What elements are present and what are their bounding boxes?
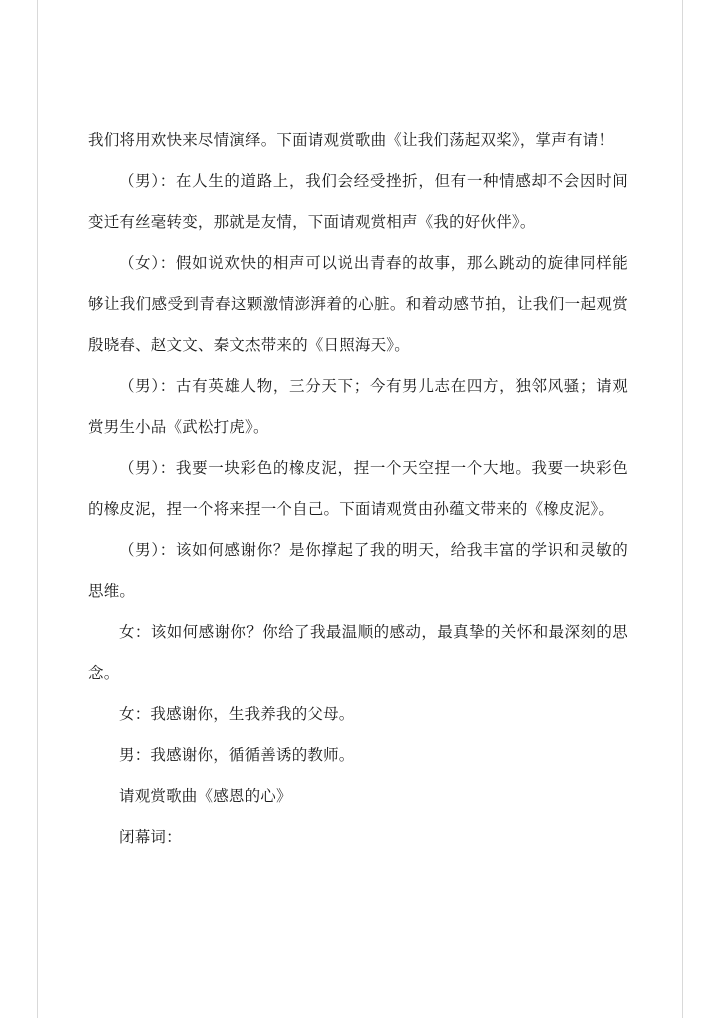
paragraph: （男）：该如何感谢你？是你撑起了我的明天，给我丰富的学识和灵敏的思维。 xyxy=(88,541,628,600)
paragraph: （男）：我要一块彩色的橡皮泥，捏一个天空捏一个大地。我要一块彩色的橡皮泥，捏一个将来捏一个自己。下面请观赏由孙蕴文带来的《橡皮泥》。 xyxy=(88,459,628,518)
paragraph: （男）：在人生的道路上，我们会经受挫折，但有一种情感却不会因时间变迁有丝毫转变，那就是友情，下面请观赏相声《我的好伙伴》。 xyxy=(88,172,628,231)
paragraph: 请观赏歌曲《感恩的心》 xyxy=(119,787,292,805)
paragraph: （女）：假如说欢快的相声可以说出青春的故事，那么跳动的旋律同样能够让我们感受到青春这颗激情澎湃着的心脏。和着动感节拍，让我们一起观赏殷晓春、赵文文、秦文杰带来的《日照海天》。 xyxy=(88,254,628,354)
page-border-right xyxy=(682,0,683,1018)
paragraph: 女：我感谢你，生我养我的父母。 xyxy=(119,705,355,723)
paragraph: 闭幕词： xyxy=(119,828,182,846)
paragraph: 我们将用欢快来尽情演绎。下面请观赏歌曲《让我们荡起双桨》，掌声有请！ xyxy=(88,131,615,149)
document-body xyxy=(88,120,628,858)
page-border-left xyxy=(37,0,38,1018)
paragraph: （男）：古有英雄人物，三分天下；今有男儿志在四方，独邻风骚；请观赏男生小品《武松打虎》。 xyxy=(88,377,628,436)
paragraph: 男：我感谢你，循循善诱的教师。 xyxy=(119,746,355,764)
paragraph: 女：该如何感谢你？你给了我最温顺的感动，最真挚的关怀和最深刻的思念。 xyxy=(88,623,628,682)
